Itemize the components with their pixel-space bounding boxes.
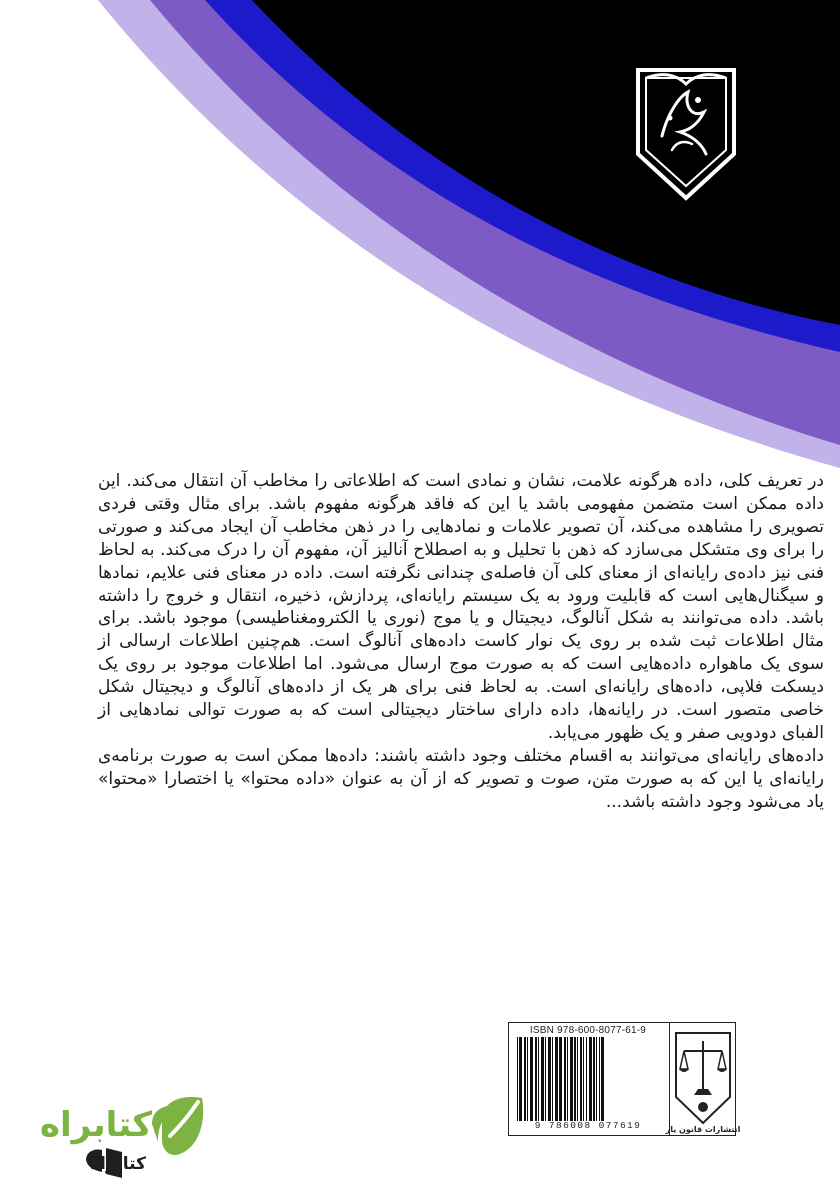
publisher-shield-book-emblem-icon [632,66,740,202]
store-name-large: کتابراه [39,1105,152,1145]
barcode-bar [599,1037,600,1121]
barcode-bar [545,1037,546,1121]
barcode-bar [559,1037,562,1121]
barcode-bar [535,1037,537,1121]
barcode-bar [580,1037,582,1121]
barcode-bar [596,1037,597,1121]
back-cover-text [98,470,824,814]
publisher-logo-text: انتشارات قانون یار [665,1125,741,1134]
isbn-label: ISBN 978-600-8077-61-9 [529,1025,647,1036]
barcode-bar [524,1037,526,1121]
store-name-small: کتابراه [89,1154,146,1174]
barcode-bar [541,1037,544,1121]
barcode-bar [593,1037,595,1121]
barcode-bar [586,1037,587,1121]
barcode-bar [530,1037,533,1121]
barcode-bars [513,1037,663,1121]
isbn-barcode-box [508,1022,741,1136]
body-paragraph-1: در تعریف کلی، داده هرگونه علامت، نشان و نمادی است که اطلاعاتی را مخاطب آن انتقال می‌کند. این داده ممکن است متضمن مفهومی باشد یا این که فاقد هرگونه مفهوم باشد. برای مثال وقتی فردی تصویری را مشاهده می‌کند، آن تصویر علامات و نمادهایی را در ذهن مخاطب آن ایجاد می‌کند و صورتی را برای وی متشکل می‌سازد که ذهن با تحلیل و به اصطلاح آنالیز آن، مفهوم آن را درک می‌کند. به لحاظ فنی نیز داده‌ی رایانه‌ای از معنای کلی آن فاصله‌ی چندانی نگرفته است. داده در معنای فنی علایم، نمادها و سیگنال‌هایی است که قابلیت ورود به یک سیستم رایانه‌ای، پردازش، ذخیره، انتقال و خروج را داشته باشد. داده می‌توانند به شکل آنالوگ، دیجیتال و یا موج (نوری یا الکترومغناطیسی) موجود باشد. برای مثال اطلاعات ثبت شده بر روی یک نوار کاست داده‌های آنالوگ است. هم‌چنین اطلاعات ارسالی از سوی یک ماهواره داده‌هایی است که به صورت موج ارسال می‌شود. اما اطلاعات موجود بر روی یک دیسکت فلاپی، داده‌های رایانه‌ای است. به لحاظ فنی برای هر یک از داده‌های آنالوگ و دیجیتال شکل خاصی متصور است. در رایانه‌ها، داده دارای ساختار دیجیتالی است که به صورت توالی نمادهایی از الفبای دودویی صفر و یک ظهور می‌یابد. [98,471,824,743]
barcode-bar [517,1037,518,1121]
barcode-bar [548,1037,551,1121]
barcode-bar [577,1037,578,1121]
barcode-bar [570,1037,573,1121]
barcode-bar [583,1037,584,1121]
barcode-bar [564,1037,566,1121]
barcode-bar [589,1037,592,1121]
scales-of-justice-icon [665,1023,741,1135]
barcode-bar [555,1037,558,1121]
barcode-bar [601,1037,604,1121]
barcode-digits: 9 786008 077619 [534,1120,642,1131]
barcode-bar [552,1037,553,1121]
barcode-bar [538,1037,539,1121]
barcode-bar [519,1037,522,1121]
barcode-bar [527,1037,528,1121]
body-paragraph-2: داده‌های رایانه‌ای می‌توانند به اقسام مختلف وجود داشته باشند: داده‌ها ممکن است به صورت برنامه‌ی رایانه‌ای یا این که به صورت متن، صوت و تصویر که از آن به عنوان «داده محتوا» یا اختصارا «محتوا» یاد می‌شود وجود داشته باشد... [98,745,824,812]
barcode-bar [567,1037,568,1121]
barcode-bar [574,1037,576,1121]
